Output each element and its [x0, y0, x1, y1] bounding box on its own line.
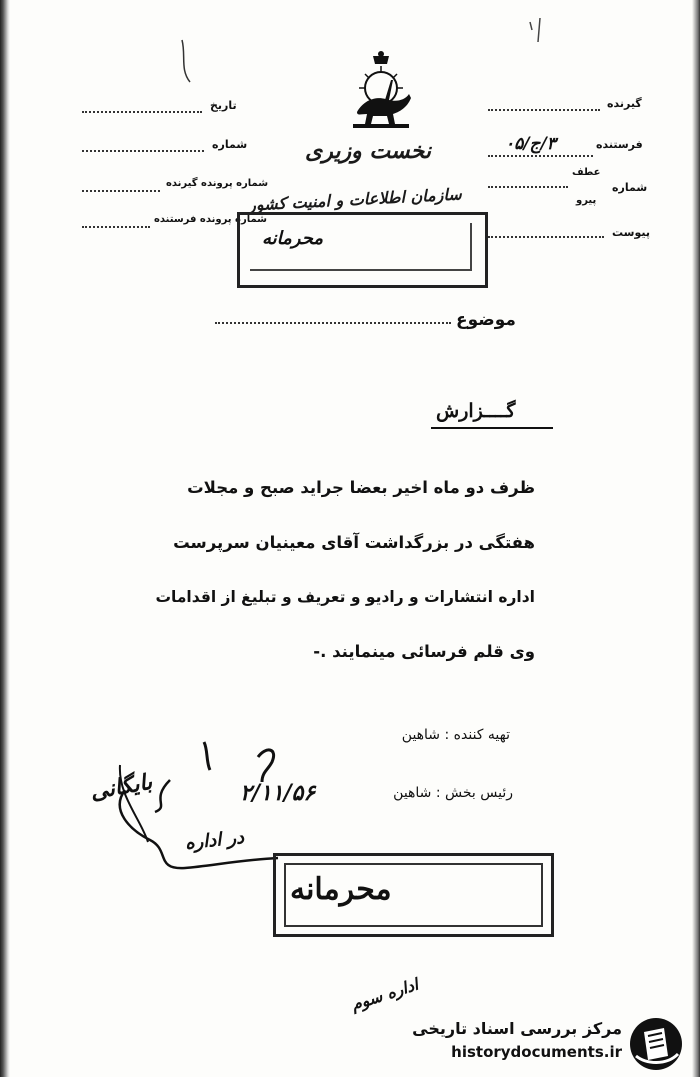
- organization-subtitle: سازمان اطلاعات و امنیت کشور: [247, 184, 463, 215]
- archive-logo-icon: [626, 1016, 686, 1072]
- body-line-2: هفتگی در بزرگداشت آقای معینیان سرپرست: [173, 533, 535, 552]
- body-line-3: اداره انتشارات و رادیو و تعریف و تبلیغ از اقدامات: [155, 588, 535, 606]
- handwritten-note-archive: بایگانی: [88, 768, 155, 806]
- handwritten-date: ۲/۱۱/۵۶: [240, 780, 316, 806]
- organization-name: نخست وزیری: [305, 138, 431, 164]
- watermark-url[interactable]: historydocuments.ir: [451, 1043, 622, 1061]
- section-head: رئیس بخش : شاهین: [393, 785, 513, 801]
- body-line-4: وی قلم فرسائی مینمایند .-: [313, 642, 535, 661]
- number-label-right: شماره: [612, 181, 648, 194]
- recipient-label: گیرنده: [607, 97, 642, 110]
- date-label: تاریخ: [210, 99, 237, 112]
- handwritten-bottom-note: اداره سوم: [348, 974, 421, 1015]
- handwritten-note-office: در اداره: [184, 826, 246, 855]
- attachment-label: پیوست: [612, 226, 650, 239]
- confidential-stamp-bottom-text: محرمانه: [290, 872, 392, 907]
- report-title: گــــزارش: [436, 400, 516, 422]
- sender-label: فرستنده: [596, 138, 643, 151]
- reference-label: عطف: [572, 167, 601, 178]
- body-line-1: ظرف دو ماه اخیر بعضا جراید صبح و مجلات: [187, 478, 535, 497]
- prepared-by: تهیه کننده : شاهین: [401, 727, 510, 743]
- confidential-stamp-top-text: محرمانه: [262, 228, 323, 249]
- number-label-left: شماره: [212, 138, 248, 151]
- watermark-name: مرکز بررسی اسناد تاریخی: [412, 1019, 622, 1038]
- follow-up-label: پیرو: [576, 195, 597, 206]
- recipient-file-label: شماره پرونده گیرنده: [166, 178, 269, 189]
- sender-value: ۳/ج/۰۵: [505, 134, 556, 154]
- subject-label: موضوع: [456, 310, 516, 330]
- sender-file-label: شماره پرونده فرستنده: [154, 214, 267, 225]
